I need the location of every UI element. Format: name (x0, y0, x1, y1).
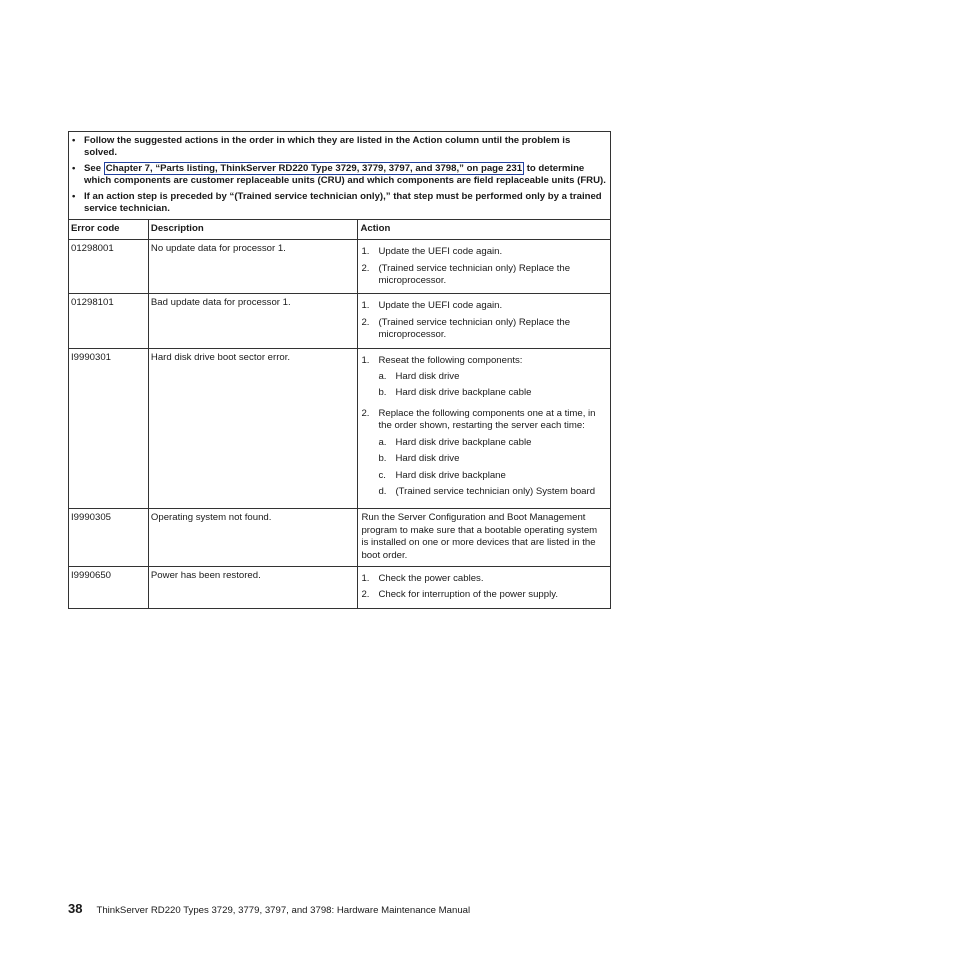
action-step (361, 408, 606, 502)
bullet: • (72, 135, 76, 146)
error-code: 01298001 (69, 240, 149, 294)
action: Run the Server Configuration and Boot Management program to make sure that a bootable operating system is installed on one or more devices that are listed in the boot order. (358, 509, 611, 567)
action-step (361, 355, 606, 404)
sub-step-letter: d. (378, 485, 387, 497)
step-text: Update the UEFI code again. (378, 300, 503, 312)
description: Power has been restored. (148, 566, 358, 608)
notes-row (69, 132, 611, 220)
sub-list (378, 371, 606, 400)
sub-step-text: Hard disk drive (395, 371, 460, 383)
step-number: 1. (361, 300, 370, 312)
note-prefix: See (84, 163, 104, 174)
error-code: 01298101 (69, 294, 149, 348)
notes-cell (69, 132, 611, 220)
sub-list (378, 437, 606, 499)
header-action: Action (358, 219, 611, 239)
note-text: Follow the suggested actions in the order in which they are listed in the Action column until the problem is solved. (84, 135, 571, 159)
description: No update data for processor 1. (148, 240, 358, 294)
step-text: Update the UEFI code again. (378, 246, 503, 258)
step-text: Check for interruption of the power supply. (378, 589, 558, 601)
note-text: If an action step is preceded by “(Trained service technician only),” that step must be performed only by a trained service technician. (84, 191, 602, 215)
sub-step-letter: b. (378, 453, 387, 465)
step-number: 1. (361, 354, 370, 366)
table-header-row (69, 219, 611, 239)
note-item (71, 135, 606, 160)
step-number: 1. (361, 246, 370, 258)
note-item (71, 163, 606, 188)
action-step (361, 300, 606, 312)
description: Bad update data for processor 1. (148, 294, 358, 348)
header-error-code: Error code (69, 219, 149, 239)
action (358, 348, 611, 509)
step-text: (Trained service technician only) Replace the microprocessor. (378, 262, 571, 287)
sub-step (378, 453, 606, 465)
step-text: (Trained service technician only) Replace the microprocessor. (378, 316, 571, 341)
note-suffix: to determine which components are customer replaceable units (CRU) and which components are field replaceable units (FRU). (84, 163, 606, 187)
sub-step-text: (Trained service technician only) System board (395, 485, 596, 497)
page-footer (68, 901, 470, 916)
action (358, 294, 611, 348)
bullet: • (72, 163, 76, 174)
sub-step (378, 387, 606, 399)
step-text: Check the power cables. (378, 572, 484, 584)
action-step (361, 317, 606, 342)
sub-step (378, 437, 606, 449)
note-text (84, 163, 606, 188)
error-code: I9990650 (69, 566, 149, 608)
action (358, 240, 611, 294)
step-number: 2. (361, 589, 370, 601)
sub-step-text: Hard disk drive backplane (395, 469, 506, 481)
step-number: 2. (361, 262, 370, 274)
note-item (71, 191, 606, 216)
action-step (361, 263, 606, 288)
sub-step-letter: b. (378, 387, 387, 399)
footer-title: ThinkServer RD220 Types 3729, 3779, 3797, and 3798: Hardware Maintenance Manual (96, 905, 471, 916)
page-number: 38 (68, 901, 83, 916)
bullet: • (72, 191, 76, 202)
sub-step (378, 371, 606, 383)
step-text: Reseat the following components: (378, 354, 523, 366)
error-code-table (68, 131, 611, 609)
chapter-7-link[interactable]: Chapter 7, “Parts listing, ThinkServer RD220 Type 3729, 3779, 3797, and 3798,” on page 231 (105, 163, 523, 174)
error-code: I9990305 (69, 509, 149, 567)
error-code: I9990301 (69, 348, 149, 509)
sub-step-text: Hard disk drive backplane cable (395, 387, 532, 399)
table-row (69, 509, 611, 567)
sub-step (378, 470, 606, 482)
action-step (361, 589, 606, 601)
table-row (69, 566, 611, 608)
sub-step-letter: c. (378, 469, 386, 481)
step-number: 2. (361, 407, 370, 419)
action-step (361, 246, 606, 258)
table-row (69, 348, 611, 509)
action-step (361, 573, 606, 585)
step-number: 1. (361, 572, 370, 584)
sub-step-text: Hard disk drive (395, 453, 460, 465)
action (358, 566, 611, 608)
table-row (69, 240, 611, 294)
sub-step-text: Hard disk drive backplane cable (395, 436, 532, 448)
sub-step-letter: a. (378, 436, 387, 448)
sub-step (378, 486, 606, 498)
header-description: Description (148, 219, 358, 239)
step-number: 2. (361, 316, 370, 328)
table-row (69, 294, 611, 348)
description: Operating system not found. (148, 509, 358, 567)
step-text: Replace the following components one at a time, in the order shown, restarting the server each time: (378, 407, 596, 432)
description: Hard disk drive boot sector error. (148, 348, 358, 509)
sub-step-letter: a. (378, 371, 387, 383)
